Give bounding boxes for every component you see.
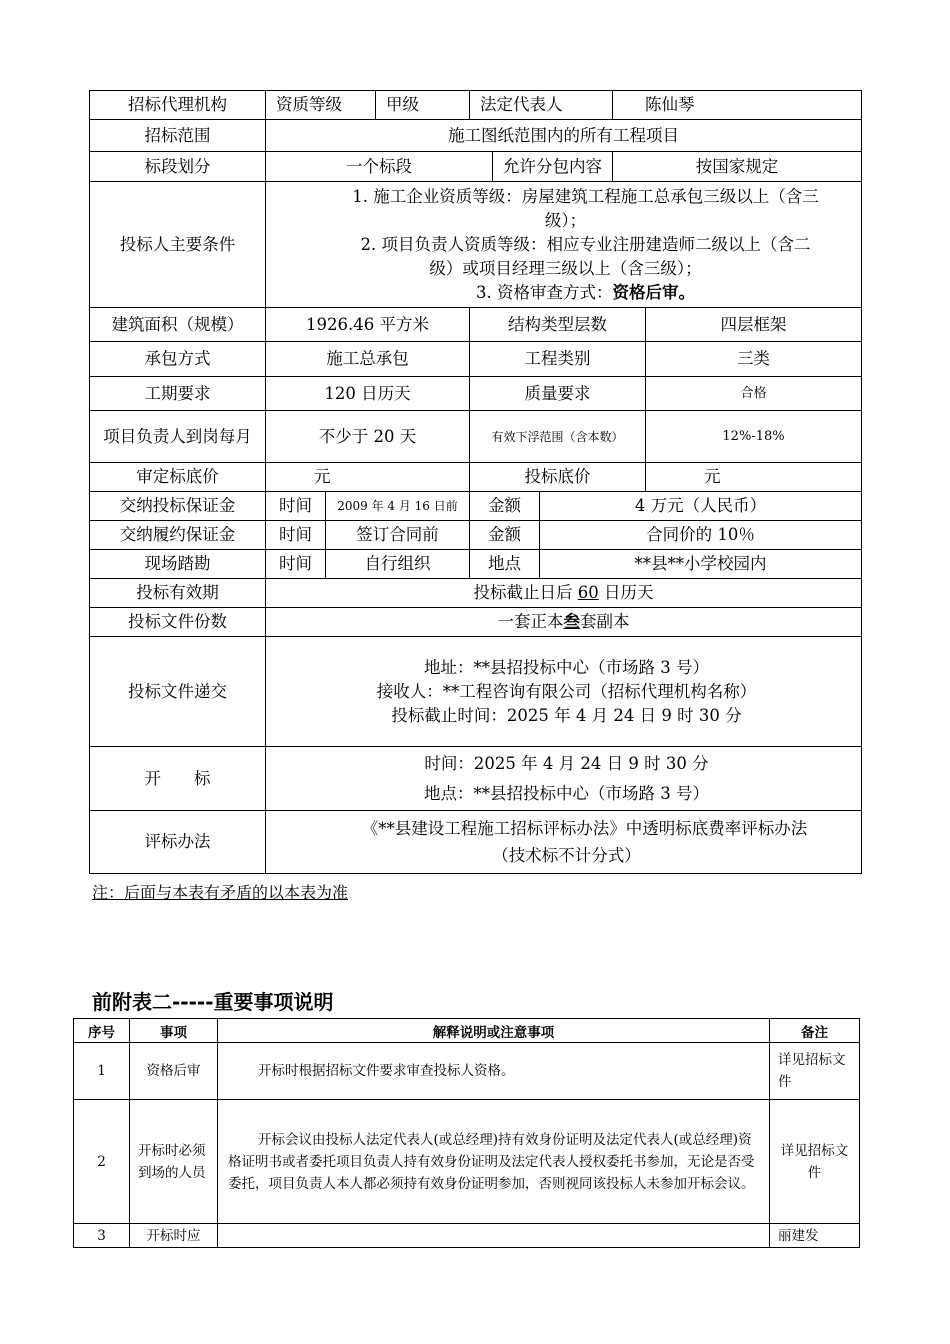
onsite-value: 不少于 20 天 — [266, 411, 470, 463]
qual-level-label: 资质等级 — [266, 91, 376, 120]
bid-info-table — [89, 90, 862, 874]
row-desc-text: 开标时根据招标文件要求审查投标人资格。 — [258, 1063, 515, 1079]
perf-bond-label: 交纳履约保证金 — [90, 521, 266, 550]
row-item: 开标时必须到场的人员 — [130, 1100, 218, 1224]
copies-suffix: 套副本 — [580, 612, 630, 631]
row-no: 2 — [74, 1100, 130, 1224]
condition-2-line-2: 级）或项目经理三级以上（含三级）； — [429, 258, 702, 278]
subcontract-value: 按国家规定 — [613, 152, 862, 182]
header-remark: 备注 — [770, 1019, 860, 1043]
row-no: 3 — [74, 1224, 130, 1248]
period-value: 120 日历天 — [266, 377, 470, 411]
conditions-text — [266, 182, 862, 308]
section-label: 标段划分 — [90, 152, 266, 182]
validity-suffix: 日历天 — [598, 583, 654, 602]
bid-bond-time-label: 时间 — [266, 492, 326, 521]
area-label: 建筑面积（规模） — [90, 308, 266, 342]
validity-label: 投标有效期 — [90, 579, 266, 608]
legal-rep-value: 陈仙琴 — [613, 91, 862, 120]
validity-value — [266, 579, 862, 608]
submit-address: 地址：**县招投标中心（市场路 3 号） — [424, 657, 709, 677]
condition-2-line-1: 2. 项目负责人资质等级：相应专业注册建造师二级以上（含二 — [360, 234, 811, 254]
eval-method: 《**县建设工程施工招标评标办法》中透明标底费率评标办法 — [361, 819, 808, 838]
perf-bond-amount-label: 金额 — [470, 521, 540, 550]
header-item: 事项 — [130, 1019, 218, 1043]
legal-rep-label: 法定代表人 — [470, 91, 613, 120]
area-value: 1926.46 平方米 — [266, 308, 470, 342]
contract-value: 施工总承包 — [266, 342, 470, 377]
row-remark: 详见招标文件 — [770, 1043, 860, 1100]
copies-value — [266, 608, 862, 637]
row-desc — [218, 1043, 770, 1100]
base-price-label: 审定标底价 — [90, 463, 266, 492]
agency-label: 招标代理机构 — [90, 91, 266, 120]
row-item: 开标时应 — [130, 1224, 218, 1248]
quality-label: 质量要求 — [470, 377, 646, 411]
category-value: 三类 — [646, 342, 862, 377]
table-row — [74, 1100, 860, 1224]
copies-label: 投标文件份数 — [90, 608, 266, 637]
bid-floor-label: 投标底价 — [470, 463, 646, 492]
opening-place: 地点：**县招投标中心（市场路 3 号） — [424, 783, 709, 803]
opening-label: 开 标 — [90, 747, 266, 811]
submit-deadline: 投标截止时间：2025 年 4 月 24 日 9 时 30 分 — [391, 705, 742, 725]
table-note: 注：后面与本表有矛盾的以本表为准 — [92, 883, 349, 902]
bid-bond-label: 交纳投标保证金 — [90, 492, 266, 521]
site-visit-label: 现场踏勘 — [90, 550, 266, 579]
conditions-label: 投标人主要条件 — [90, 182, 266, 308]
perf-bond-time-label: 时间 — [266, 521, 326, 550]
row-desc — [218, 1100, 770, 1224]
copies-prefix: 一套正本 — [497, 612, 564, 631]
section-title: 前附表二-----重要事项说明 — [92, 990, 334, 1014]
row-desc-text: 开标会议由投标人法定代表人(或总经理)持有效身份证明及法定代表人(或总经理)资格证明书或者委托项目负责人持有效身份证明及法定代表人授权委托书参加，无论是否受委托，项目负责人本人都必须持有效身份证明参加，否则视同该投标人未参加开标会议。 — [228, 1131, 755, 1192]
submit-receiver: 接收人：**工程咨询有限公司（招标代理机构名称） — [376, 681, 757, 701]
period-label: 工期要求 — [90, 377, 266, 411]
copies-count: 叁 — [563, 612, 580, 631]
float-value: 12%-18% — [646, 411, 862, 463]
condition-3-bold: 资格后审。 — [612, 282, 695, 302]
onsite-label: 项目负责人到岗每月 — [90, 411, 266, 463]
base-price-value: 元 — [266, 463, 470, 492]
structure-label: 结构类型层数 — [470, 308, 646, 342]
perf-bond-time: 签订合同前 — [326, 521, 470, 550]
row-remark: 丽建发 — [770, 1224, 860, 1248]
eval-method-note: （技术标不计分式） — [492, 846, 641, 865]
scope-value: 施工图纸范围内的所有工程项目 — [266, 120, 862, 152]
float-label: 有效下浮范围（含本数） — [470, 411, 646, 463]
table-row — [74, 1043, 860, 1100]
submit-details — [266, 637, 862, 747]
opening-details — [266, 747, 862, 811]
condition-1-line-2: 级）； — [544, 210, 587, 230]
condition-3-prefix: 3. 资格审查方式： — [476, 282, 613, 302]
header-no: 序号 — [74, 1019, 130, 1043]
site-visit-time-label: 时间 — [266, 550, 326, 579]
eval-details — [266, 811, 862, 874]
perf-bond-amount: 合同价的 10％ — [540, 521, 862, 550]
validity-prefix: 投标截止日后 — [473, 583, 578, 602]
site-visit-place-label: 地点 — [470, 550, 540, 579]
structure-value: 四层框架 — [646, 308, 862, 342]
condition-1-line-1: 1. 施工企业资质等级：房屋建筑工程施工总承包三级以上（含三 — [352, 186, 819, 206]
row-no: 1 — [74, 1043, 130, 1100]
subcontract-label: 允许分包内容 — [493, 152, 613, 182]
quality-value: 合格 — [646, 377, 862, 411]
header-desc: 解释说明或注意事项 — [218, 1019, 770, 1043]
condition-3 — [276, 281, 855, 305]
validity-days: 60 — [577, 583, 599, 602]
category-label: 工程类别 — [470, 342, 646, 377]
eval-label: 评标办法 — [90, 811, 266, 874]
qual-level-value: 甲级 — [376, 91, 470, 120]
scope-label: 招标范围 — [90, 120, 266, 152]
site-visit-time: 自行组织 — [326, 550, 470, 579]
opening-time: 时间：2025 年 4 月 24 日 9 时 30 分 — [424, 753, 709, 773]
row-item: 资格后审 — [130, 1043, 218, 1100]
row-remark: 详见招标文件 — [770, 1100, 860, 1224]
row-desc — [218, 1224, 770, 1248]
bid-floor-value: 元 — [646, 463, 862, 492]
important-items-table — [73, 1018, 860, 1248]
bid-bond-amount-label: 金额 — [470, 492, 540, 521]
bid-bond-time: 2009 年 4 月 16 日前 — [326, 492, 470, 521]
site-visit-place: **县**小学校园内 — [540, 550, 862, 579]
bid-bond-amount: 4 万元（人民币） — [540, 492, 862, 521]
submit-label: 投标文件递交 — [90, 637, 266, 747]
table-row — [74, 1224, 860, 1248]
section-value: 一个标段 — [266, 152, 493, 182]
contract-label: 承包方式 — [90, 342, 266, 377]
